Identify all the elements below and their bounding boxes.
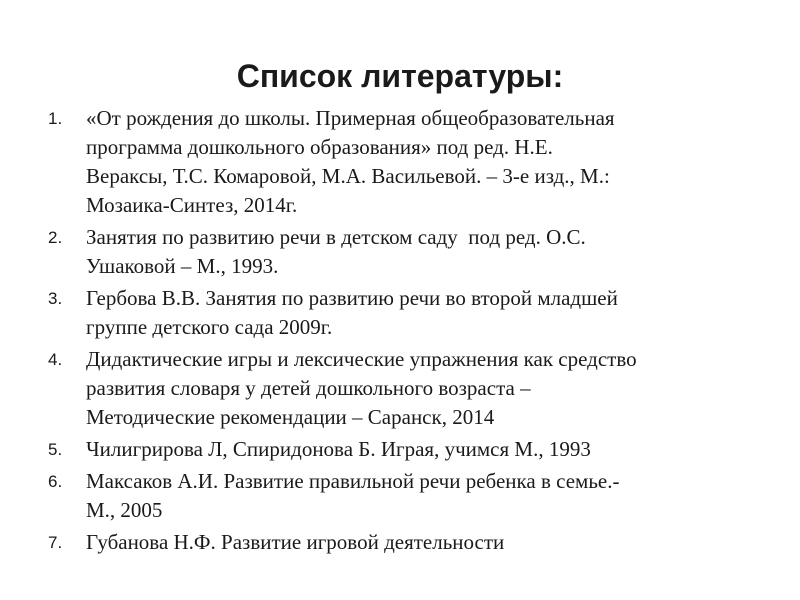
reference-number: 3. (48, 289, 63, 308)
reference-text (86, 104, 768, 220)
reference-item-7 (48, 528, 768, 557)
reference-text (86, 223, 768, 281)
slide-title: Список литературы: (236, 58, 564, 94)
reference-list (48, 104, 768, 560)
reference-line: Ушаковой – М., 1993. (86, 254, 279, 278)
reference-line: программа дошкольного образования» под ред. Н.Е. (86, 135, 553, 159)
reference-line: группе детского сада 2009г. (86, 315, 333, 339)
reference-text (86, 284, 768, 342)
reference-number: 4. (48, 350, 63, 369)
reference-item-2 (48, 223, 768, 281)
reference-line: Губанова Н.Ф. Развитие игровой деятельности (86, 530, 505, 554)
reference-item-6 (48, 467, 768, 525)
reference-line: «От рождения до школы. Примерная общеобразовательная (86, 106, 615, 130)
reference-line: Вераксы, Т.С. Комаровой, М.А. Васильевой. – 3-е изд., М.: (86, 164, 610, 188)
reference-text (86, 435, 768, 464)
reference-line: Методические рекомендации – Саранск, 2014 (86, 405, 495, 429)
reference-line: развития словаря у детей дошкольного возраста – (86, 376, 531, 400)
reference-line: Занятия по развитию речи в детском саду под ред. О.С. (86, 225, 586, 249)
reference-line: Максаков А.И. Развитие правильной речи ребенка в семье.- (86, 469, 620, 493)
reference-item-4 (48, 345, 768, 432)
reference-item-1 (48, 104, 768, 220)
reference-item-5 (48, 435, 768, 464)
reference-text (86, 467, 768, 525)
reference-item-3 (48, 284, 768, 342)
reference-line: Мозаика-Синтез, 2014г. (86, 193, 298, 217)
reference-number: 7. (48, 533, 63, 552)
reference-text (86, 345, 768, 432)
reference-number: 2. (48, 228, 63, 247)
reference-text (86, 528, 768, 557)
reference-line: Гербова В.В. Занятия по развитию речи во второй младшей (86, 286, 618, 310)
reference-line: Чилигрирова Л, Спиридонова Б. Играя, учимся М., 1993 (86, 437, 591, 461)
reference-number: 1. (48, 109, 63, 128)
reference-line: М., 2005 (86, 498, 163, 522)
reference-number: 6. (48, 472, 63, 491)
reference-number: 5. (48, 440, 63, 459)
reference-line: Дидактические игры и лексические упражнения как средство (86, 347, 637, 371)
